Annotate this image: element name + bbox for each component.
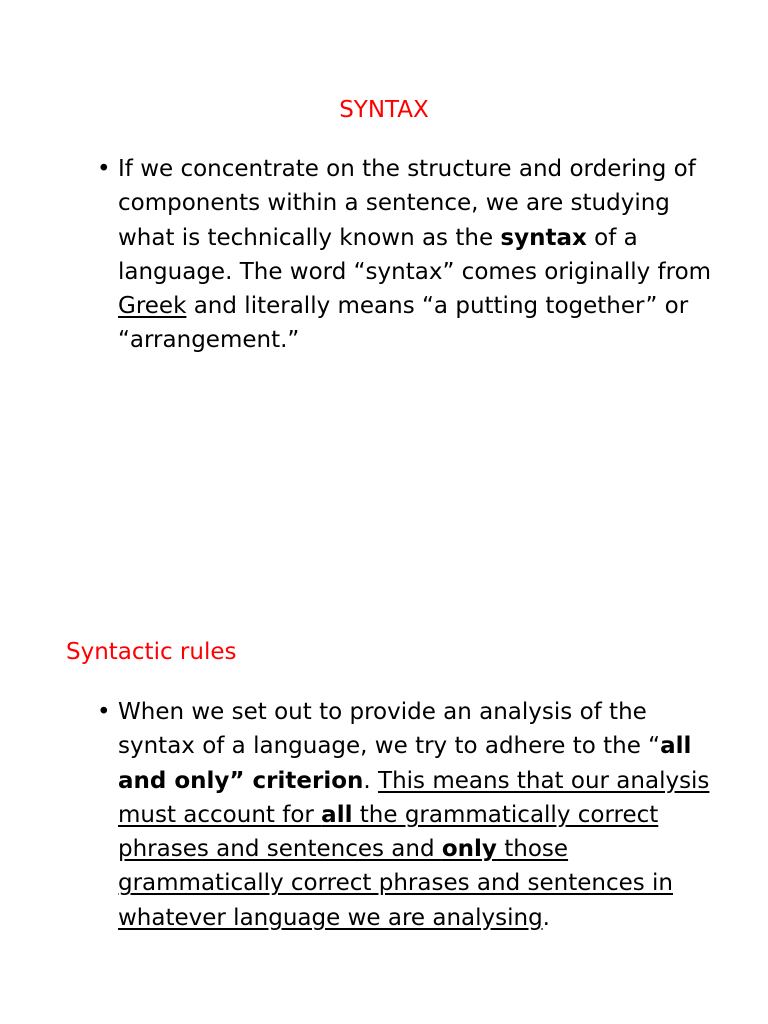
emphasis-syntax: syntax	[500, 224, 587, 251]
emphasis-criterion: all and only” criterion	[118, 733, 692, 794]
paragraph-text: of a language. The word “syntax” comes originally from	[118, 224, 712, 285]
paragraph-text: and literally means “a putting together” or “arrangement.”	[118, 293, 689, 354]
bullet-paragraph-syntactic-rules	[97, 695, 718, 935]
bullet-icon: •	[97, 699, 111, 725]
underlined-text: This means that our analysis must account for	[118, 767, 710, 828]
bullet-icon: •	[97, 156, 111, 182]
paragraph-text: When we set out to provide an analysis of the syntax of a language, we try to adhere to the “	[118, 699, 661, 760]
emphasis-only: only	[441, 836, 497, 863]
paragraph-text: .	[542, 904, 550, 931]
underlined-text: the grammatically correct phrases and sentences and	[118, 801, 659, 863]
greek-link[interactable]: Greek	[118, 293, 187, 320]
section-heading: Syntactic rules	[66, 639, 237, 665]
bullet-paragraph-syntax-definition	[97, 152, 718, 358]
underlined-text: those grammatically correct phrases and sentences in whatever language we are analysing	[118, 836, 673, 931]
emphasis-all: all	[321, 801, 353, 828]
paragraph-text: .	[363, 767, 379, 794]
page-title: SYNTAX	[339, 97, 429, 123]
paragraph-text: If we concentrate on the structure and ordering of components within a sentence, we are studying what is technically known as the	[118, 156, 696, 251]
